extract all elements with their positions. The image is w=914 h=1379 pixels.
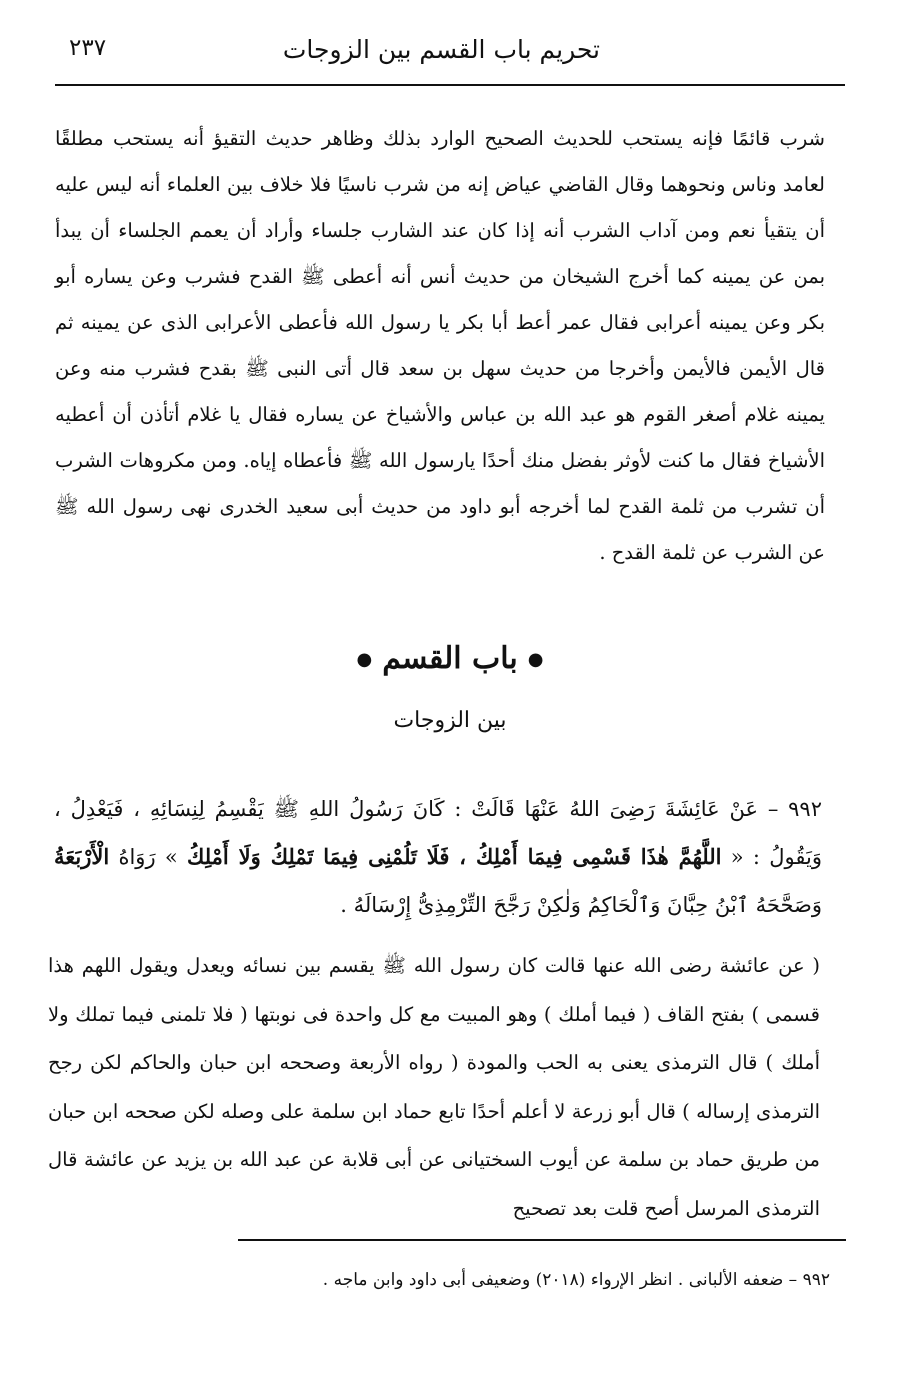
bullet-icon: ● [527,649,544,670]
hadith-narrators-bold: الْأَرْبَعَةُ [54,844,110,869]
commentary-paragraph: شرب قائمًا فإنه يستحب للحديث الصحيح الوارد بذلك وظاهر حديث التقيؤ أنه يستحب مطلقًا لعامد وناس ونحوهما وقال القاضي عياض إنه من شرب ناسيًا فلا خلاف بين العلماء أنه ليس عليه أن يتقيأ نعم ومن آداب الشرب أنه إذا كان عند الشارب جلساء وأراد أن يعمم الجلساء أن يبدأ بمن عن يمينه كما أخرج الشيخان من حديث أنس أنه أعطى ﷺ القدح فشرب وعن يساره أبو بكر وعن يمينه أعرابى فقال عمر أعط أبا بكر يا رسول الله فأعطى الأعرابى الذى عن يمينه ثم قال الأيمن فالأيمن وأخرجا من حديث سهل بن سعد قال أتى النبى ﷺ بقدح فشرب منه وعن يمينه غلام أصغر القوم هو عبد الله بن عباس والأشياخ عن يساره فقال يا غلام أتأذن أن أعطيه الأشياخ فقال ما كنت لأوثر بفضل منك أحدًا يارسول الله ﷺ فأعطاه إياه. ومن مكروهات الشرب أن تشرب من ثلمة القدح لما أخرجه أبو داود من حديث أبى سعيد الخدرى نهى رسول الله ﷺ عن الشرب عن ثلمة القدح . [55,127,825,564]
footnote: ٩٩٢ – ضعفه الألبانى . انظر الإرواء (٢٠١٨) وضعيفى أبى داود وابن ماجه . [322,1270,830,1290]
footnote-divider [238,1239,846,1241]
chapter-title: باب القسم [382,641,518,676]
page-number: ٢٣٧ [69,35,107,61]
bullet-icon: ● [356,649,373,670]
hadith-prayer-bold: اللَّهُمَّ هٰذَا قَسْمِى فِيمَا أَمْلِكُ ، فَلَا تَلُمْنِى فِيمَا تَمْلِكُ وَلَا أَمْلِكُ [187,844,722,869]
chapter-heading [55,636,845,683]
hadith-text-part: ٩٩٢ – عَنْ عَائِشَةَ رَضِىَ اللهُ عَنْهَا قَالَتْ : كَانَ رَسُولُ اللهِ ﷺ يَقْسِمُ لِنِسَائِهِ ، فَيَعْدِلُ ، وَيَقُولُ : « [54,797,822,869]
hadith-text-part: » رَوَاهُ [109,845,188,869]
header-divider [55,84,845,86]
page-header [55,26,845,76]
running-title: تحريم باب القسم بين الزوجات [282,35,600,64]
chapter-subtitle: بين الزوجات [393,708,507,733]
hadith-text [54,785,822,929]
hadith-text-part: وَصَحَّحَهُ ٱبْنُ حِبَّانَ وَٱلْحَاكِمُ وَلٰكِنْ رَجَّحَ التِّرْمِذِىُّ إِرْسَالَهُ . [340,893,822,917]
hadith-commentary: ( عن عائشة رضى الله عنها قالت كان رسول الله ﷺ يقسم بين نسائه ويعدل ويقول اللهم هذا قسمى ) بفتح القاف ( فيما أملك ) وهو المبيت مع كل واحدة فى نوبتها ( فلا تلمنى فيما تملك ولا أملك ) قال الترمذى يعنى به الحب والمودة ( رواه الأربعة وصححه ابن حبان والحاكم لكن رجح الترمذى إرساله ) قال أبو زرعة لا أعلم أحدًا تابع حماد ابن سلمة على وصله لكن صححه ابن حبان من طريق حماد بن سلمة عن أيوب السختيانى عن أبى قلابة عن عبد الله بن يزيد عن عائشة قال الترمذى المرسل أصح قلت بعد تصحيح [48,954,820,1220]
